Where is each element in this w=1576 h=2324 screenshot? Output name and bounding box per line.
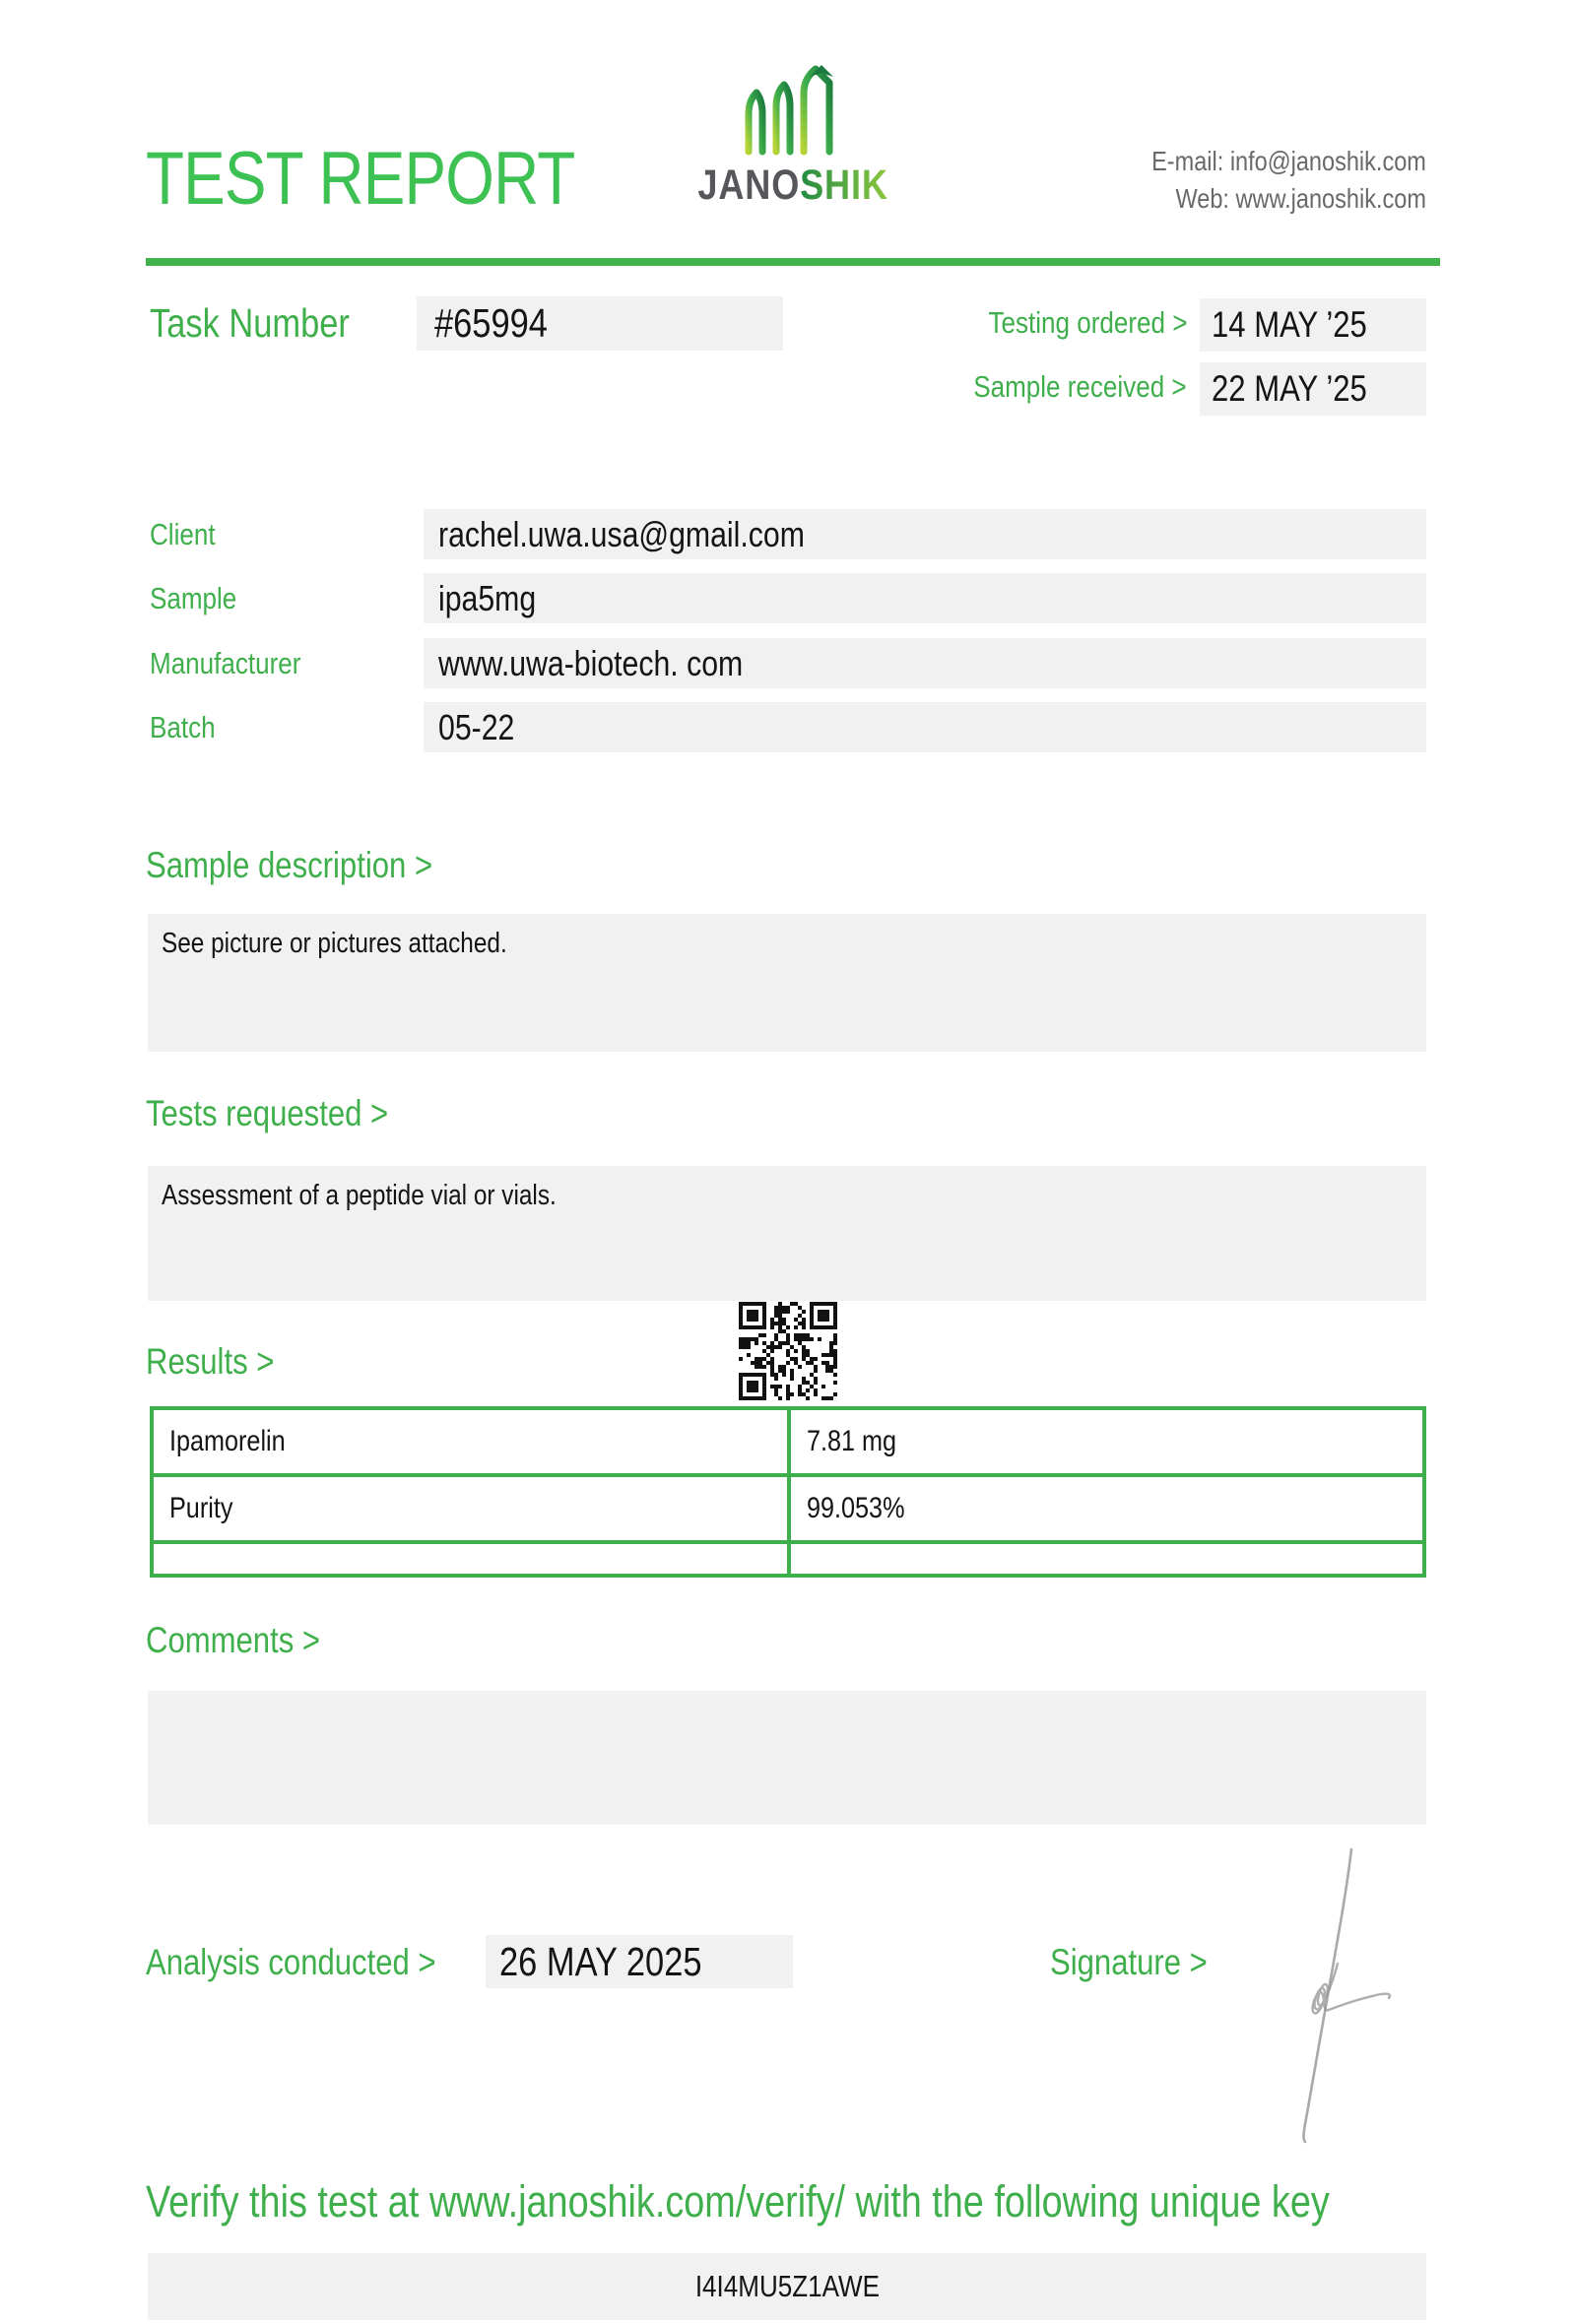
results-cell-name-3 [154, 1544, 787, 1574]
analysis-date-value: 26 MAY 2025 [499, 1939, 702, 1984]
page-title [146, 136, 656, 222]
results-cell-value-2: 99.053% [791, 1477, 1422, 1540]
batch-value: 05-22 [438, 707, 515, 747]
comments-heading: Comments > [146, 1620, 321, 1660]
client-label: Client [150, 517, 216, 551]
sample-label: Sample [150, 581, 237, 615]
task-number-field [417, 296, 783, 351]
testing-ordered-value: 14 MAY ’25 [1212, 304, 1367, 345]
sample-field [424, 573, 1426, 623]
manufacturer-label: Manufacturer [150, 646, 301, 680]
batch-field [424, 702, 1426, 752]
logo-wordmark-shik: SHIK [800, 161, 888, 209]
sample-received-field [1200, 362, 1426, 416]
results-table [150, 1406, 1426, 1578]
results-cell-value-1: 7.81 mg [791, 1410, 1422, 1473]
tests-requested-box [148, 1166, 1426, 1301]
tests-requested-heading: Tests requested > [146, 1093, 389, 1133]
sample-description-text: See picture or pictures attached. [162, 928, 507, 959]
batch-label: Batch [150, 710, 216, 744]
sample-value: ipa5mg [438, 578, 537, 618]
task-number-value: #65994 [434, 300, 548, 346]
sample-description-heading: Sample description > [146, 845, 433, 885]
testing-ordered-label: Testing ordered > [988, 305, 1187, 340]
verify-key-value: I4I4MU5Z1AWE [694, 2269, 880, 2303]
sample-received-value: 22 MAY ’25 [1212, 368, 1367, 409]
verify-heading: Verify this test at www.janoshik.com/verify/ with the following unique key [146, 2176, 1330, 2227]
logo-chart-icon [741, 63, 843, 160]
analysis-conducted-label: Analysis conducted > [146, 1942, 436, 1982]
results-cell-name-1: Ipamorelin [154, 1410, 787, 1473]
comments-text [148, 1691, 1426, 1737]
logo-wordmark-jano: JANO [697, 161, 801, 209]
testing-ordered-field [1200, 298, 1426, 352]
signature-image [1267, 1847, 1412, 2145]
results-heading: Results > [146, 1341, 275, 1382]
client-value: rachel.uwa.usa@gmail.com [438, 514, 805, 554]
task-number-label: Task Number [150, 300, 350, 346]
sample-description-box [148, 914, 1426, 1052]
header-divider [146, 258, 1440, 266]
tests-requested-text: Assessment of a peptide vial or vials. [162, 1180, 557, 1211]
verify-key-field [148, 2253, 1426, 2320]
signature-label: Signature > [1050, 1942, 1208, 1982]
contact-email: E-mail: info@janoshik.com [1151, 146, 1426, 176]
logo-wordmark [630, 161, 955, 210]
comments-box [148, 1691, 1426, 1825]
qr-code [739, 1302, 837, 1400]
analysis-date-field [486, 1935, 793, 1988]
sample-received-label: Sample received > [973, 369, 1187, 404]
results-cell-value-3 [791, 1544, 1422, 1574]
manufacturer-field [424, 638, 1426, 688]
page-title-text: TEST REPORT [146, 137, 575, 221]
results-cell-name-2: Purity [154, 1477, 787, 1540]
client-field [424, 509, 1426, 559]
contact-web: Web: www.janoshik.com [1175, 183, 1426, 214]
manufacturer-value: www.uwa-biotech. com [438, 643, 744, 683]
